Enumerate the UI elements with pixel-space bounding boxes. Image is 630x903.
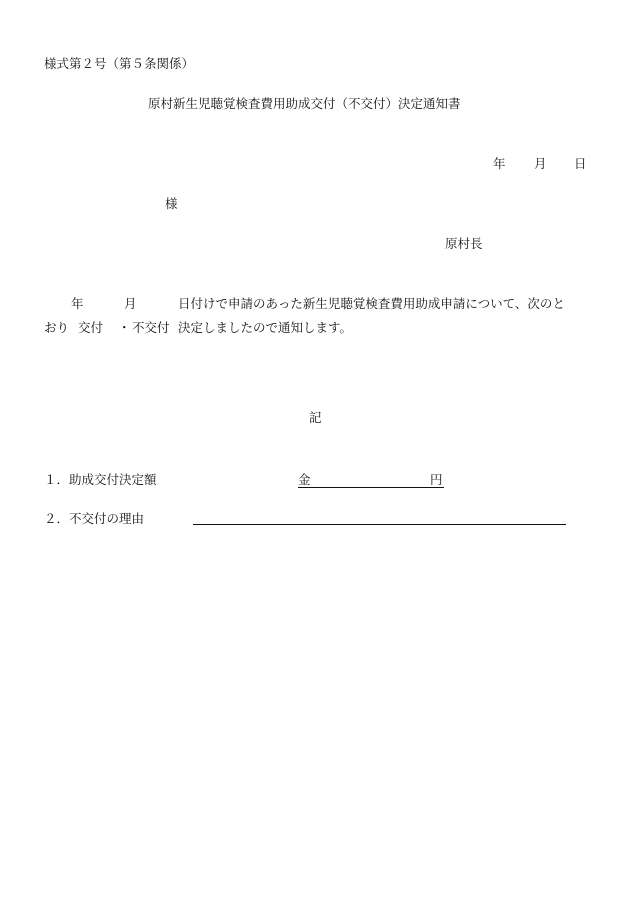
body-month-label: 月 xyxy=(124,296,137,311)
item-2-label: ２．不交付の理由 xyxy=(44,511,145,526)
option-deny: 不交付 xyxy=(132,320,170,335)
amount-underline xyxy=(298,487,444,488)
document-title: 原村新生児聴覚検査費用助成交付（不交付）決定通知書 xyxy=(148,96,461,111)
option-separator: ・ xyxy=(118,320,131,335)
body-year-label: 年 xyxy=(71,296,84,311)
reason-underline xyxy=(193,524,566,525)
item-1-label: １．助成交付決定額 xyxy=(44,472,157,487)
body-line-2-suffix: 決定しましたので通知します。 xyxy=(178,320,353,335)
ki-heading: 記 xyxy=(309,410,322,425)
sender-name: 原村長 xyxy=(445,236,483,251)
body-line-2-prefix: おり xyxy=(44,320,70,335)
date-year-label: 年 xyxy=(493,156,506,171)
date-month-label: 月 xyxy=(534,156,547,171)
item-1-currency-suffix: 円 xyxy=(430,472,443,487)
form-number: 様式第２号（第５条関係） xyxy=(44,56,195,71)
date-day-label: 日 xyxy=(574,156,587,171)
body-line-1-text: 日付けで申請のあった新生児聴覚検査費用助成申請について、次のと xyxy=(178,296,565,311)
addressee-honorific: 様 xyxy=(165,196,178,211)
item-1-currency-prefix: 金 xyxy=(298,472,311,487)
option-grant: 交付 xyxy=(78,320,104,335)
